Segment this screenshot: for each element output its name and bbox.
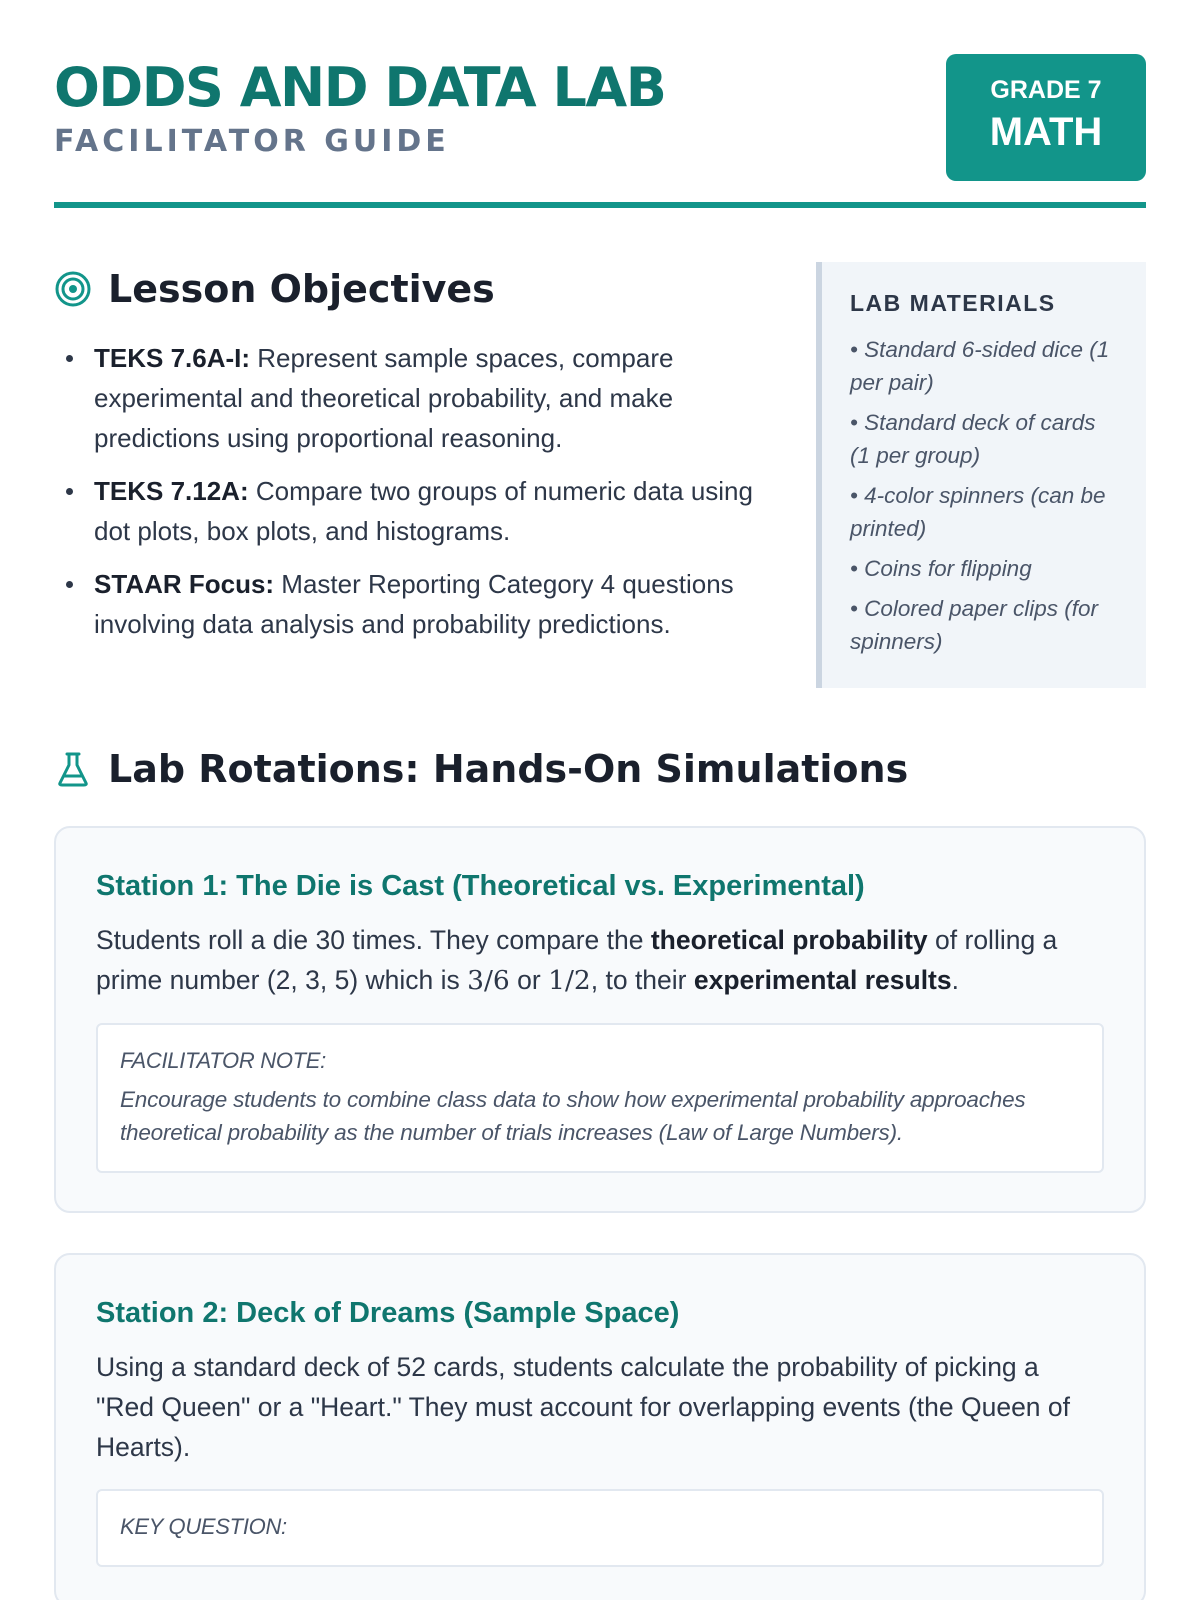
- material-item: • Standard deck of cards (1 per group): [850, 410, 1096, 468]
- material-item: • Coins for flipping: [850, 556, 1032, 581]
- lab-materials-box: [816, 262, 1146, 688]
- facilitator-note: [96, 1023, 1104, 1173]
- note-label: FACILITATOR NOTE:: [120, 1048, 326, 1073]
- lesson-objectives: [54, 262, 754, 688]
- title-block: [54, 54, 665, 159]
- objectives-heading: [54, 262, 754, 316]
- lab-rotations: [54, 742, 1146, 1600]
- math-fraction: 3/6: [467, 965, 510, 996]
- bold-term: experimental results: [693, 965, 952, 995]
- flask-icon: [54, 750, 92, 788]
- page-header: [54, 54, 1146, 208]
- material-item: • 4-color spinners (can be printed): [850, 483, 1106, 541]
- badge-subject: MATH: [989, 110, 1103, 154]
- page-subtitle: FACILITATOR GUIDE: [54, 124, 450, 159]
- target-icon: [54, 270, 92, 308]
- key-question-note: [96, 1489, 1104, 1567]
- material-item: • Standard 6-sided dice (1 per pair): [850, 337, 1110, 395]
- station-description: [96, 920, 1104, 1001]
- objective-text: Master Reporting Category 4 questions involving data analysis and probability predictions.: [94, 569, 734, 639]
- note-label: KEY QUESTION:: [120, 1514, 287, 1539]
- objectives-title: Lesson Objectives: [108, 267, 495, 311]
- materials-title: LAB MATERIALS: [850, 290, 1056, 316]
- top-section: [54, 262, 1146, 688]
- objective-label: TEKS 7.6A-I:: [94, 343, 251, 373]
- station-card: [54, 1253, 1146, 1600]
- text-run: .: [951, 965, 959, 995]
- lab-heading: [54, 742, 1146, 796]
- objective-text: Compare two groups of numeric data using dot plots, box plots, and histograms.: [94, 476, 753, 546]
- objective-text: Represent sample spaces, compare experimental and theoretical probability, and make predictions using proportional reasoning.: [94, 343, 674, 453]
- objective-item: [54, 564, 754, 644]
- text-run: , to their: [590, 965, 694, 995]
- lab-title: Lab Rotations: Hands-On Simulations: [108, 747, 909, 791]
- text-run: Students roll a die 30 times. They compare the: [96, 925, 651, 955]
- page-title: ODDS AND DATA LAB: [54, 56, 666, 119]
- objectives-list: [54, 338, 754, 644]
- math-fraction: 1/2: [548, 965, 591, 996]
- material-item: • Colored paper clips (for spinners): [850, 596, 1098, 654]
- objective-label: TEKS 7.12A:: [94, 476, 249, 506]
- station-title: Station 1: The Die is Cast (Theoretical vs. Experimental): [96, 870, 865, 902]
- text-run: of rolling a prime number (2, 3, 5) which is: [96, 925, 1058, 995]
- station-description: Using a standard deck of 52 cards, students calculate the probability of picking a "Red Queen" or a "Heart." They must account for overlapping events (the Queen of Hearts).: [96, 1352, 1071, 1462]
- station-title: Station 2: Deck of Dreams (Sample Space): [96, 1297, 680, 1329]
- objective-item: [54, 471, 754, 551]
- grade-badge: [946, 54, 1146, 181]
- objective-item: [54, 338, 754, 458]
- note-text: Encourage students to combine class data to show how experimental probability approaches theoretical probability as the number of trials increases (Law of Large Numbers).: [120, 1087, 1026, 1145]
- badge-grade: GRADE 7: [990, 76, 1102, 104]
- text-run: or: [509, 965, 549, 995]
- bold-term: theoretical probability: [650, 925, 928, 955]
- station-card: [54, 826, 1146, 1213]
- objective-label: STAAR Focus:: [94, 569, 275, 599]
